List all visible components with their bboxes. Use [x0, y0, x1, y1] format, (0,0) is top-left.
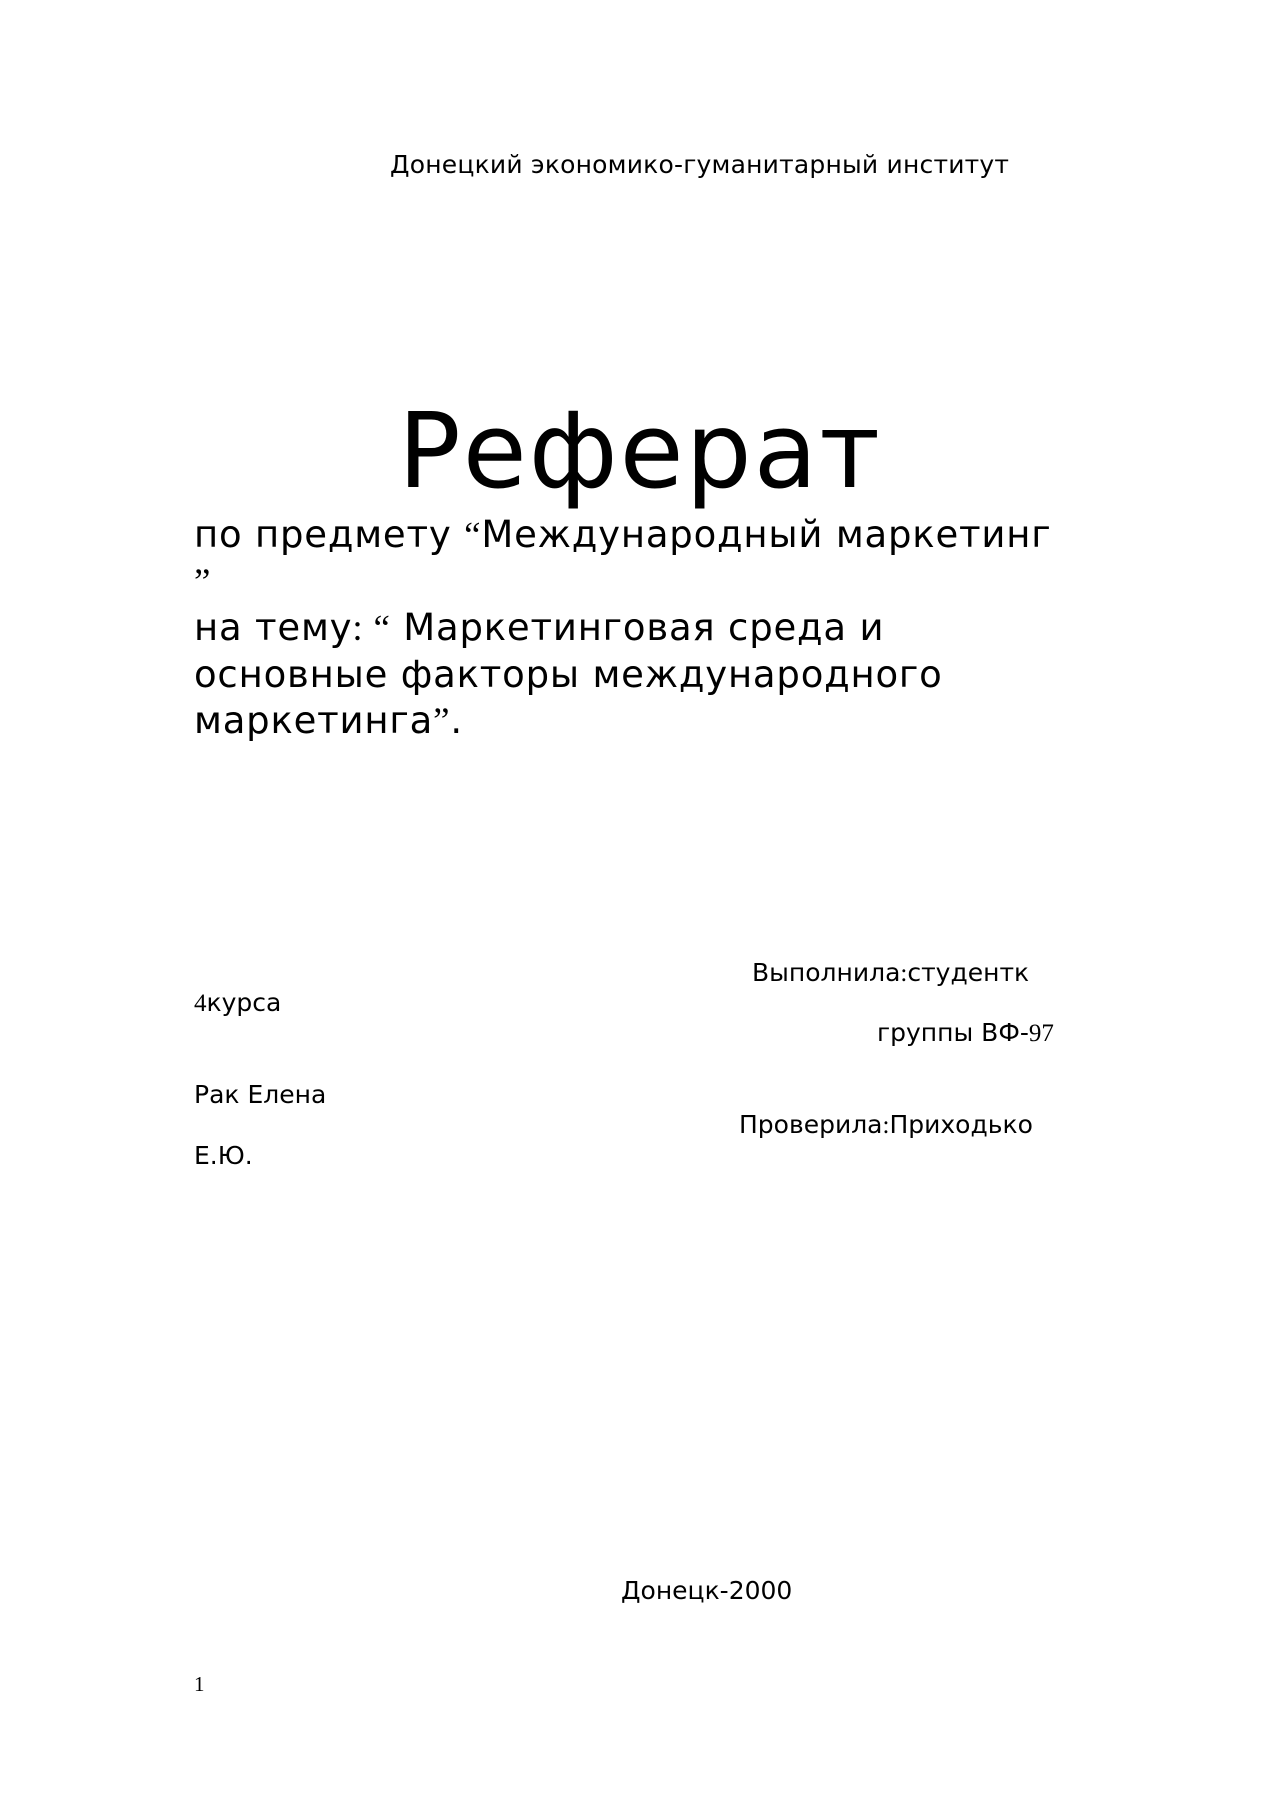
group-label: группы ВФ-	[877, 1018, 1029, 1047]
performed-value: студентк	[907, 958, 1030, 987]
checked-by	[739, 1110, 1033, 1140]
subject-open-quote: “	[464, 515, 482, 556]
subject-prefix: по предмету	[194, 513, 465, 556]
subject-heading	[194, 512, 1094, 606]
group-number: 97	[1028, 1020, 1054, 1047]
document-title: Реферат	[398, 390, 882, 512]
topic-colon: :	[352, 608, 364, 649]
subject-close-quote: ”	[194, 562, 212, 603]
checked-colon: :	[882, 1112, 890, 1139]
topic-prefix: на тему	[194, 606, 353, 649]
city-year: Донецк-2000	[621, 1576, 793, 1605]
course-label: курса	[206, 988, 282, 1017]
student-name: Рак Елена	[194, 1080, 327, 1109]
topic-line-1: Маркетинговая среда и	[390, 606, 885, 649]
checker-initials: Е.Ю.	[194, 1141, 253, 1170]
topic-line-3: маркетинга	[194, 699, 434, 742]
institute-name: Донецкий экономико-гуманитарный институт	[390, 150, 1010, 179]
topic-line-2: основные факторы международного	[194, 653, 943, 696]
group-line	[877, 1018, 1054, 1048]
topic-open-quote: “	[363, 608, 391, 649]
topic-heading	[194, 605, 1094, 745]
subject-name: Международный маркетинг	[481, 513, 1052, 556]
course-line	[194, 988, 281, 1018]
performed-label: Выполнила	[752, 958, 901, 987]
checked-value: Приходько	[889, 1110, 1033, 1139]
performed-by	[752, 958, 1029, 988]
page-number: 1	[194, 1672, 205, 1696]
checked-label: Проверила	[739, 1110, 883, 1139]
topic-period: .	[450, 699, 463, 742]
course-number: 4	[194, 990, 207, 1017]
performed-colon: :	[900, 960, 908, 987]
topic-close-quote: ”	[433, 701, 451, 742]
